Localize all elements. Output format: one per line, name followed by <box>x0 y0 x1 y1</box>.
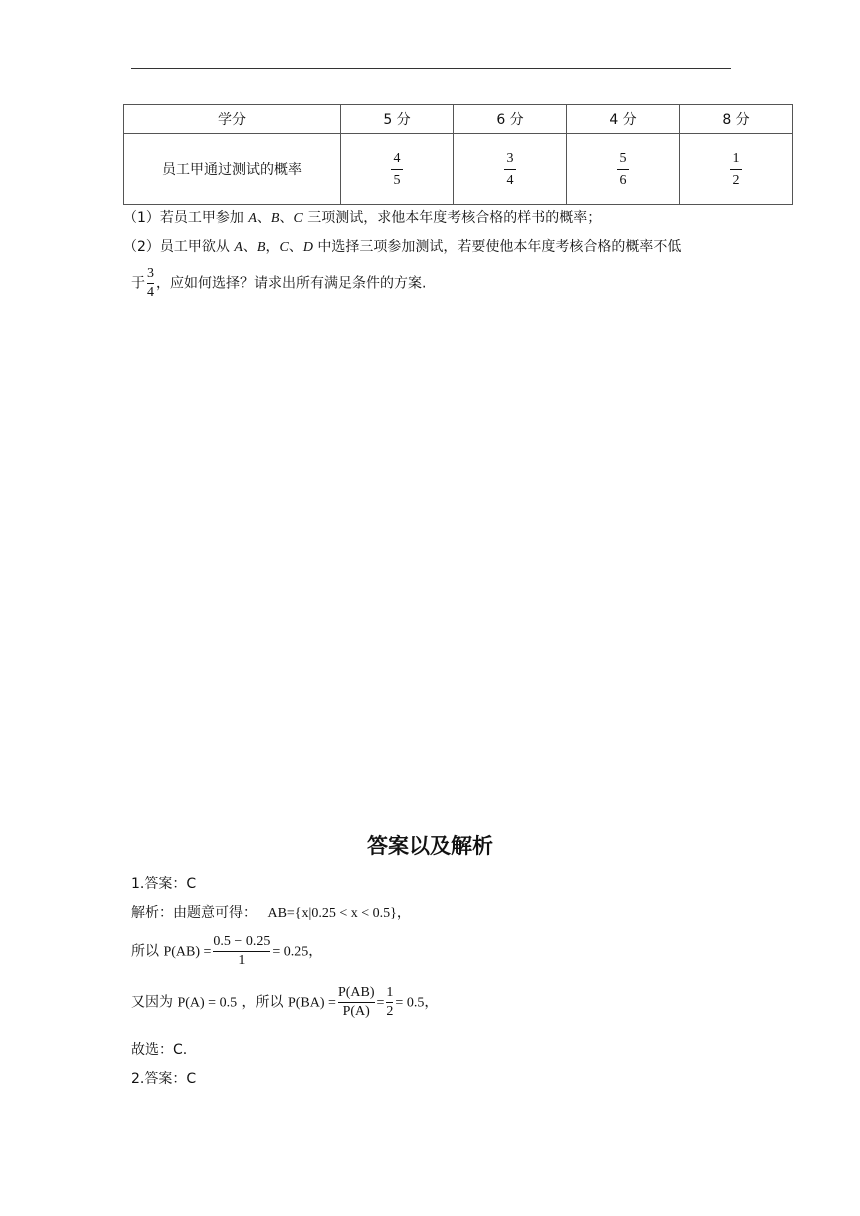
answer-1-step-2 <box>131 934 322 969</box>
math-expression: P(BA) = <box>287 995 336 1011</box>
answer-1-analysis <box>131 902 411 922</box>
fraction-denominator: 4 <box>147 285 154 300</box>
fraction <box>617 150 629 189</box>
fraction-bar <box>730 169 742 170</box>
event-letter: C <box>279 240 289 255</box>
table-row <box>124 134 793 205</box>
fraction-numerator: 0.5 − 0.25 <box>213 934 271 949</box>
fraction-numerator: 4 <box>393 150 401 166</box>
question-2-continued <box>131 266 426 301</box>
fraction-bar <box>617 169 629 170</box>
math-expression: = 0.25 <box>272 944 309 960</box>
fraction-numerator: 5 <box>619 150 627 166</box>
math-expression: AB={x|0.25 < x < 0.5} <box>267 906 397 921</box>
fraction-bar <box>147 283 154 284</box>
question-text: （2）员工甲欲从 <box>123 239 235 255</box>
event-letter: C <box>293 211 303 226</box>
fraction <box>391 150 403 189</box>
fraction-bar <box>386 1002 393 1003</box>
fraction-denominator: 1 <box>238 953 246 968</box>
header-rule <box>131 68 731 69</box>
question-1 <box>123 207 601 227</box>
fraction-denominator: P(A) <box>342 1004 370 1019</box>
fraction-denominator: 2 <box>386 1004 394 1019</box>
question-text: （1）若员工甲参加 <box>123 210 249 226</box>
question-text: 、 <box>242 239 257 255</box>
math-expression: P(AB) = <box>163 944 212 960</box>
fraction <box>386 985 393 1020</box>
question-text: ，应如何选择？请求出所有满足条件的方案. <box>156 275 427 292</box>
fraction-bar <box>213 951 270 952</box>
event-letter: A <box>248 211 257 226</box>
answer-1-label: 1.答案：C <box>131 876 197 892</box>
question-text: 三项测试，求他本年度考核合格的样书的概率； <box>302 210 602 226</box>
math-expression: = 0.5 <box>395 995 425 1011</box>
analysis-text: ， <box>396 905 411 921</box>
analysis-text: ， <box>424 994 439 1011</box>
fraction <box>338 985 375 1020</box>
event-letter: D <box>302 240 313 255</box>
fraction-bar <box>391 169 403 170</box>
score-probability-table <box>123 104 793 205</box>
answer-1-step-3 <box>131 985 438 1020</box>
event-letter: A <box>234 240 243 255</box>
analysis-text: 又因为 <box>131 994 178 1011</box>
fraction <box>213 934 270 969</box>
event-letter: B <box>256 240 266 255</box>
answers-title: 答案以及解析 <box>367 834 493 858</box>
analysis-text: 所以 <box>131 943 164 960</box>
math-expression: P(A) = 0.5 <box>177 995 238 1011</box>
question-text: 、 <box>288 239 303 255</box>
event-letter: B <box>270 211 280 226</box>
fraction-bar <box>338 1002 375 1003</box>
probability-cell <box>454 134 567 205</box>
fraction-numerator: P(AB) <box>337 985 375 1000</box>
fraction-denominator: 2 <box>732 172 740 188</box>
probability-cell <box>567 134 680 205</box>
question-text: 中选择三项参加测试，若要使他本年度考核合格的概率不低 <box>312 239 682 255</box>
answer-2-label: 2.答案：C <box>131 1071 197 1087</box>
table-column-header: 5 分 <box>341 105 454 134</box>
analysis-text: ，所以 <box>237 994 288 1011</box>
table-column-header: 8 分 <box>680 105 793 134</box>
table-column-header: 4 分 <box>567 105 680 134</box>
question-text: ， <box>265 239 280 255</box>
question-text: 、 <box>279 210 294 226</box>
fraction-numerator: 3 <box>147 266 154 281</box>
question-text: 、 <box>256 210 271 226</box>
fraction-numerator: 1 <box>386 985 394 1000</box>
fraction <box>147 266 154 301</box>
table-row-label: 员工甲通过测试的概率 <box>124 134 341 205</box>
analysis-text: 解析：由题意可得： <box>131 905 257 921</box>
question-text: 于 <box>131 275 145 292</box>
answer-1-conclusion: 故选：C. <box>131 1042 188 1058</box>
table-column-header: 6 分 <box>454 105 567 134</box>
fraction-denominator: 4 <box>506 172 514 188</box>
fraction-denominator: 6 <box>619 172 627 188</box>
probability-cell <box>341 134 454 205</box>
question-2 <box>123 236 681 256</box>
fraction-denominator: 5 <box>393 172 401 188</box>
fraction <box>730 150 742 189</box>
fraction-bar <box>504 169 516 170</box>
fraction <box>504 150 516 189</box>
table-header-label: 学分 <box>124 105 341 134</box>
fraction-numerator: 1 <box>732 150 740 166</box>
math-expression: = <box>376 995 385 1011</box>
analysis-text: ， <box>308 943 323 960</box>
table-row <box>124 105 793 134</box>
fraction-numerator: 3 <box>506 150 514 166</box>
probability-cell <box>680 134 793 205</box>
